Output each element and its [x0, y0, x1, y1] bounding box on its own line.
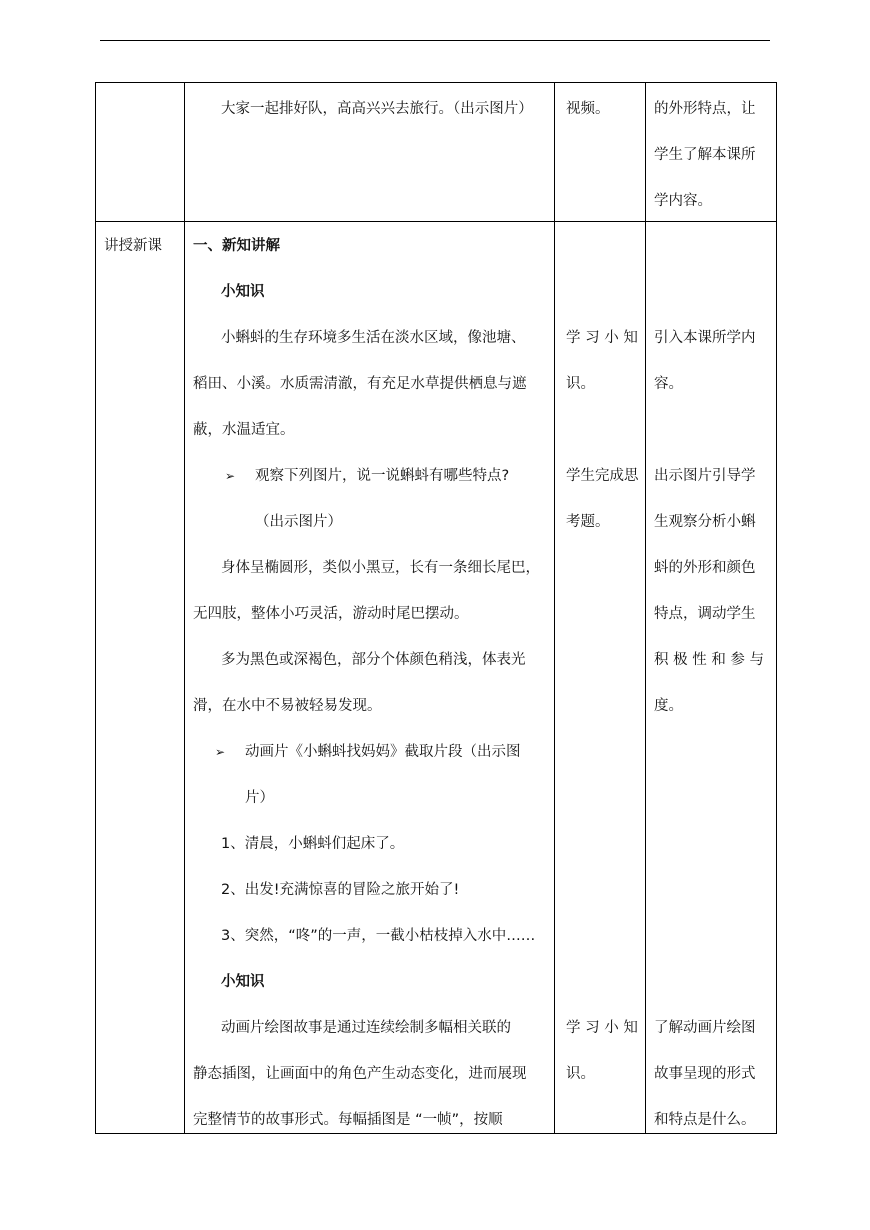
student-line: 学 习 小 知 — [566, 1020, 638, 1036]
paragraph-line: 身体呈椭圆形，类似小黑豆，长有一条细长尾巴， — [221, 560, 540, 576]
design-intent-cell — [646, 222, 777, 1134]
design-intent-cell — [646, 83, 777, 222]
header-rule — [100, 40, 770, 41]
intent-line: 特点，调动学生 — [654, 606, 756, 622]
intent-line: 容。 — [654, 376, 683, 392]
knowledge-title: 小知识 — [221, 284, 265, 300]
intent-line: 故事呈现的形式 — [654, 1066, 756, 1082]
student-activity-cell — [555, 83, 646, 222]
bullet-arrow-icon: ➢ — [215, 745, 226, 759]
step-line: 3、突然，“咚”的一声，一截小枯枝掉入水中…… — [221, 928, 536, 944]
student-line: 考题。 — [566, 514, 610, 530]
student-line: 学 习 小 知 — [566, 330, 638, 346]
table-row — [96, 222, 777, 1134]
student-line: 视频。 — [566, 101, 610, 117]
student-line: 识。 — [566, 1066, 595, 1082]
intent-line: 了解动画片绘图 — [654, 1020, 756, 1036]
stage-cell — [96, 222, 185, 1134]
question-line: 动画片《小蝌蚪找妈妈》截取片段（出示图 — [245, 744, 521, 760]
student-line: 识。 — [566, 376, 595, 392]
step-line: 2、出发!充满惊喜的冒险之旅开始了! — [221, 882, 460, 898]
intent-line: 生观察分析小蝌 — [654, 514, 756, 530]
paragraph-line: 蔽，水温适宜。 — [193, 422, 295, 438]
question-line: 片） — [245, 790, 274, 806]
content-cell — [185, 222, 555, 1134]
stage-cell — [96, 83, 185, 222]
intent-line: 的外形特点，让 — [654, 101, 756, 117]
paragraph-line: 稻田、小溪。水质需清澈，有充足水草提供栖息与遮 — [193, 376, 527, 392]
section-heading: 一、新知讲解 — [193, 238, 280, 254]
paragraph-line: 完整情节的故事形式。每幅插图是 “一帧”，按顺 — [193, 1112, 503, 1128]
intent-line: 和特点是什么。 — [654, 1112, 756, 1128]
intent-line: 出示图片引导学 — [654, 468, 756, 484]
paragraph-line: 无四肢，整体小巧灵活，游动时尾巴摆动。 — [193, 606, 469, 622]
question-line: （出示图片） — [255, 514, 342, 530]
paragraph-line: 小蝌蚪的生存环境多生活在淡水区域，像池塘、 — [221, 330, 526, 346]
lesson-plan-table — [95, 82, 777, 1134]
paragraph-line: 多为黑色或深褐色，部分个体颜色稍浅，体表光 — [221, 652, 526, 668]
bullet-arrow-icon: ➢ — [225, 469, 236, 483]
step-line: 1、清晨，小蝌蚪们起床了。 — [221, 836, 405, 852]
student-activity-cell — [555, 222, 646, 1134]
table-row — [96, 83, 777, 222]
intent-line: 学生了解本课所 — [654, 147, 756, 163]
paragraph-line: 静态插图，让画面中的角色产生动态变化，进而展现 — [193, 1066, 527, 1082]
student-line: 学生完成思 — [566, 468, 639, 484]
stage-label: 讲授新课 — [104, 238, 162, 254]
content-line: 大家一起排好队，高高兴兴去旅行。（出示图片） — [221, 101, 533, 117]
intent-line: 度。 — [654, 698, 683, 714]
paragraph-line: 动画片绘图故事是通过连续绘制多幅相关联的 — [221, 1020, 511, 1036]
intent-line: 蚪的外形和颜色 — [654, 560, 756, 576]
knowledge-title: 小知识 — [221, 974, 265, 990]
intent-line: 引入本课所学内 — [654, 330, 756, 346]
content-cell — [185, 83, 555, 222]
paragraph-line: 滑，在水中不易被轻易发现。 — [193, 698, 382, 714]
intent-line: 积 极 性 和 参 与 — [654, 652, 765, 668]
intent-line: 学内容。 — [654, 193, 712, 209]
question-line: 观察下列图片，说一说蝌蚪有哪些特点? — [255, 468, 510, 484]
